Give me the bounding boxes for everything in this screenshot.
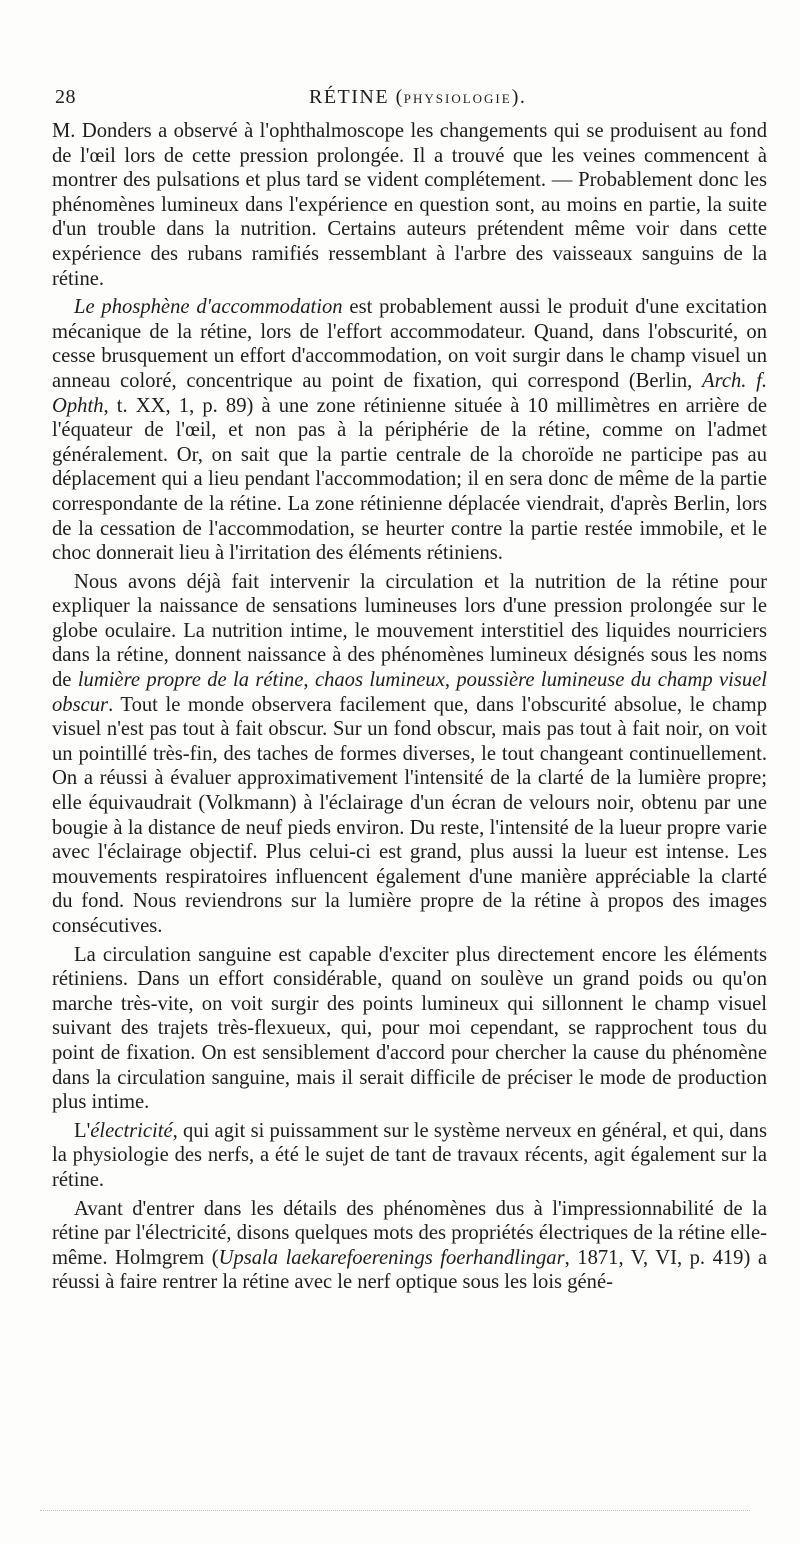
running-head-paren-open: ( bbox=[389, 86, 404, 108]
paragraph-3 bbox=[52, 570, 767, 939]
paragraph-4: La circulation sanguine est capable d'exciter plus directement encore les éléments rétiniens. Dans un effort considérable, quand on soulève un grand poids ou qu'on marche très-vite, on voit surgir des points lumineux qui sillonnent le champ visuel suivant des trajets très-flexueux, qui, pour moi cependant, se rapprochent tous du point de fixation. On est sensiblement d'accord pour chercher la cause du phénomène dans la circulation sanguine, mais il serait difficile de préciser le mode de production plus intime. bbox=[52, 943, 767, 1114]
paragraph-3-text-a: Nous avons déjà fait intervenir la circulation et la nutrition de la rétine pour expliquer la naissance de sensations lumineuses lors d'une pression prolongée sur le globe oculaire. La nutrition intime, le mouvement interstitiel des liquides nourriciers dans la rétine, donnent naissance à des phénomènes lumineux désignés sous les noms de bbox=[52, 570, 767, 692]
paragraph-5 bbox=[52, 1119, 767, 1193]
page-header bbox=[55, 86, 767, 116]
paragraph-2-text-b: , t. XX, 1, p. 89) à une zone rétinienne située à 10 millimètres en arrière de l'équateur de l'œil, et non pas à la périphérie de la rétine, comme on l'admet généralement. Or, on sait que la partie centrale de la choroïde ne participe pas au déplacement qui a lieu pendant l'accommodation; il en sera donc de même de la partie correspondante de la rétine. La zone rétinienne déplacée viendrait, d'après Berlin, lors de la cessation de l'accommodation, se heurter contre la partie restée immobile, et le choc donnerait lieu à l'irritation des éléments rétiniens. bbox=[52, 394, 767, 565]
body-text bbox=[52, 119, 767, 1295]
paragraph-2-text-a: est probablement aussi le produit d'une excitation mécanique de la rétine, lors de l'effort accommodateur. Quand, dans l'obscurité, on cesse brusquement un effort d'accommodation, on voit surgir dans le champ visuel un anneau coloré, concentrique au point de fixation, qui correspond (Berlin, bbox=[52, 296, 768, 392]
paragraph-5-article: L' bbox=[74, 1119, 91, 1142]
paragraph-1: M. Donders a observé à l'ophthalmoscope les changements qui se produisent au fond de l'œil lors de cette pression prolongée. Il a trouvé que les veines commencent à montrer des pulsations et plus tard se vident complétement. — Probablement donc les phénomènes lumineux dans l'expérience en question sont, au moins en partie, la suite d'un trouble dans la nutrition. Certains auteurs prétendent même voir dans cette expérience des rubans ramifiés ressemblant à l'arbre des vaisseaux sanguins de la rétine. bbox=[52, 120, 767, 290]
paragraph-3-comma-1: , bbox=[303, 669, 315, 692]
paragraph-6-text-a: Avant d'entrer dans les détails des phénomènes dus à l'impressionnabilité de la rétine par l'électricité, disons quelques mots des propriétés électriques de la rétine elle-même. Holmgrem ( bbox=[52, 1197, 767, 1269]
running-head-subtitle: PHYSIOLOGIE bbox=[403, 91, 512, 106]
term-electricite: électricité bbox=[90, 1119, 173, 1142]
term-phosphene-accommodation: Le phosphène d'accommodation bbox=[74, 296, 343, 319]
page-number: 28 bbox=[55, 86, 76, 108]
paragraph-6-text-b: , 1871, V, VI, p. 419) a réussi à faire rentrer la rétine avec le nerf optique sous les lois géné- bbox=[52, 1246, 767, 1294]
running-head-title: RÉTINE bbox=[309, 86, 390, 108]
term-lumiere-propre: lumière propre de la rétine bbox=[77, 669, 304, 692]
term-chaos-lumineux: chaos lumineux bbox=[314, 669, 445, 692]
running-head bbox=[309, 86, 526, 109]
paragraph-2 bbox=[52, 295, 767, 566]
paragraph-3-text-b: . Tout le monde observera facilement que, dans l'obscurité absolue, le champ visuel n'est pas tout à fait obscur. Sur un fond obscur, mais pas tout à fait noir, on voit un pointillé très-fin, des taches de formes diverses, le tout changeant continuellement. On a réussi à évaluer approximativement l'intensité de la clarté de la lumière propre; elle équivaudrait (Volkmann) à l'éclairage d'un écran de velours noir, obtenu par une bougie à la distance de neuf pieds environ. Du reste, l'intensité de la lueur propre varie avec l'éclairage objectif. Plus celui-ci est grand, plus aussi la lueur est intense. Les mouvements respiratoires influencent également d'une manière appréciable la clarté du fond. Nous reviendrons sur la lumière propre de la rétine à propos des images consécutives. bbox=[52, 693, 767, 937]
citation-upsala: Upsala laekarefoerenings foerhandlingar bbox=[218, 1246, 565, 1269]
term-poussiere-lumineuse: poussière lumineuse du champ visuel obscur bbox=[52, 669, 768, 716]
paragraph-5-text: , qui agit si puissamment sur le système nerveux en général, et qui, dans la physiologie des nerfs, a été le sujet de tant de travaux récents, agit également sur la rétine. bbox=[52, 1119, 767, 1191]
running-head-paren-close: ). bbox=[511, 86, 527, 108]
citation-arch-ophth: Arch. f. Ophth bbox=[52, 369, 768, 417]
paragraph-6 bbox=[52, 1197, 767, 1295]
paragraph-3-comma-2: , bbox=[444, 669, 457, 692]
footer-rule bbox=[40, 1510, 750, 1511]
